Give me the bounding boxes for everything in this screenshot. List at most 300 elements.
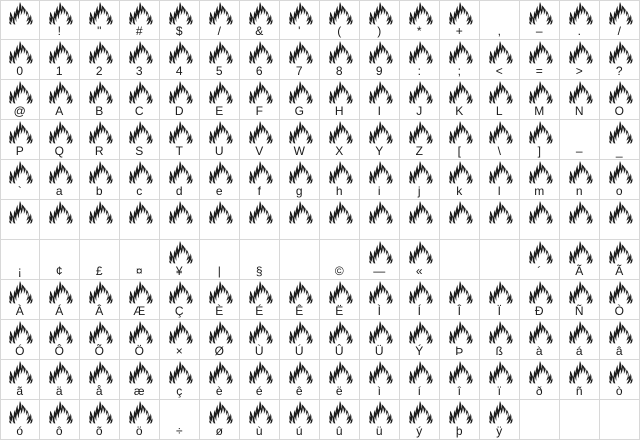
flame-icon [85, 201, 115, 227]
character-glyph: ø [215, 424, 224, 438]
flame-icon [245, 201, 275, 227]
character-cell[interactable] [160, 40, 200, 80]
character-cell[interactable] [560, 320, 600, 360]
character-glyph: Ï [497, 304, 502, 318]
character-glyph: o [615, 184, 624, 198]
character-cell[interactable] [40, 120, 80, 160]
character-cell[interactable] [120, 80, 160, 120]
character-glyph: ã [16, 384, 24, 398]
flame-icon [5, 201, 35, 227]
character-cell[interactable] [280, 360, 320, 400]
character-glyph: 9 [375, 64, 384, 78]
character-cell[interactable] [440, 120, 480, 160]
character-cell[interactable] [520, 40, 560, 80]
character-cell[interactable] [80, 0, 120, 40]
character-cell[interactable] [440, 40, 480, 80]
character-glyph: U [214, 144, 225, 158]
character-glyph: à [535, 344, 544, 358]
character-cell[interactable] [480, 0, 520, 40]
character-cell[interactable] [160, 240, 200, 280]
character-cell[interactable] [600, 40, 640, 80]
character-cell[interactable] [360, 360, 400, 400]
character-glyph: ç [176, 384, 183, 398]
character-cell[interactable] [560, 0, 600, 40]
flame-icon [325, 201, 355, 227]
character-glyph: X [335, 144, 344, 158]
character-cell[interactable] [200, 280, 240, 320]
character-glyph: " [97, 24, 102, 38]
character-cell[interactable] [200, 80, 240, 120]
character-glyph: ï [497, 384, 502, 398]
character-cell[interactable] [240, 280, 280, 320]
character-cell[interactable] [440, 0, 480, 40]
character-cell[interactable] [600, 240, 640, 280]
character-cell[interactable] [200, 240, 240, 280]
flame-icon [205, 201, 235, 227]
character-cell[interactable] [400, 360, 440, 400]
character-cell[interactable] [120, 40, 160, 80]
flame-icon [605, 201, 635, 227]
character-glyph: / [617, 24, 622, 38]
character-cell[interactable] [440, 360, 480, 400]
character-glyph: k [456, 184, 463, 198]
character-glyph: ì [377, 384, 382, 398]
character-glyph: Ù [254, 344, 265, 358]
character-glyph: ! [57, 24, 62, 38]
character-cell[interactable] [360, 320, 400, 360]
character-glyph: Ñ [574, 304, 585, 318]
character-glyph: \ [497, 144, 502, 158]
character-glyph: R [94, 144, 105, 158]
character-glyph: Þ [455, 344, 464, 358]
character-cell[interactable] [80, 80, 120, 120]
character-glyph: ¡ [17, 264, 23, 278]
character-glyph: Æ [133, 304, 146, 318]
character-cell[interactable] [0, 120, 40, 160]
character-cell[interactable] [280, 80, 320, 120]
character-cell[interactable] [240, 400, 280, 440]
character-cell[interactable] [360, 280, 400, 320]
character-glyph: Ð [534, 304, 545, 318]
flame-icon [165, 201, 195, 227]
character-cell[interactable] [80, 160, 120, 200]
character-cell[interactable] [480, 360, 520, 400]
character-cell[interactable] [0, 360, 40, 400]
character-cell[interactable] [440, 80, 480, 120]
character-glyph: – [575, 144, 584, 158]
character-cell[interactable] [40, 0, 80, 40]
character-glyph: $ [175, 24, 184, 38]
character-glyph: / [217, 24, 222, 38]
character-glyph: 4 [175, 64, 184, 78]
character-cell[interactable] [480, 80, 520, 120]
character-cell[interactable] [320, 40, 360, 80]
character-cell[interactable] [560, 200, 600, 240]
character-cell[interactable] [560, 120, 600, 160]
character-cell[interactable] [40, 240, 80, 280]
character-cell[interactable] [320, 280, 360, 320]
character-cell[interactable] [360, 40, 400, 80]
character-cell[interactable] [120, 280, 160, 320]
character-cell[interactable] [280, 280, 320, 320]
character-cell[interactable] [280, 320, 320, 360]
flame-icon [125, 201, 155, 227]
character-glyph: F [255, 104, 264, 118]
character-glyph: l [497, 184, 502, 198]
character-glyph: ÷ [175, 424, 184, 438]
character-cell[interactable] [160, 280, 200, 320]
character-cell[interactable] [320, 80, 360, 120]
character-cell[interactable] [360, 200, 400, 240]
character-cell[interactable] [280, 160, 320, 200]
character-glyph: ´ [537, 264, 542, 278]
character-glyph: Ú [294, 344, 305, 358]
character-cell[interactable] [280, 0, 320, 40]
character-cell[interactable] [440, 160, 480, 200]
character-cell[interactable] [320, 320, 360, 360]
character-cell[interactable] [440, 200, 480, 240]
character-glyph: T [175, 144, 184, 158]
character-cell[interactable] [320, 200, 360, 240]
character-glyph: H [334, 104, 345, 118]
character-cell[interactable] [600, 400, 640, 440]
character-glyph: @ [13, 104, 27, 118]
character-glyph: ù [255, 424, 264, 438]
character-glyph: © [334, 264, 345, 278]
character-glyph: õ [95, 424, 104, 438]
character-cell[interactable] [280, 40, 320, 80]
character-glyph: Ç [174, 304, 185, 318]
character-glyph: 8 [335, 64, 344, 78]
character-glyph: è [215, 384, 224, 398]
character-cell[interactable] [320, 120, 360, 160]
character-glyph: ô [55, 424, 64, 438]
character-cell[interactable] [400, 120, 440, 160]
character-cell[interactable] [600, 280, 640, 320]
character-cell[interactable] [40, 280, 80, 320]
character-cell[interactable] [80, 200, 120, 240]
character-glyph: O [614, 104, 625, 118]
character-cell[interactable] [80, 400, 120, 440]
character-glyph: ð [535, 384, 544, 398]
character-cell[interactable] [120, 160, 160, 200]
character-cell[interactable] [480, 280, 520, 320]
character-cell[interactable] [560, 240, 600, 280]
character-glyph: N [574, 104, 585, 118]
character-cell[interactable] [440, 320, 480, 360]
character-cell[interactable] [520, 320, 560, 360]
character-cell[interactable] [560, 360, 600, 400]
character-glyph: 5 [215, 64, 224, 78]
character-glyph: Ë [335, 304, 344, 318]
character-glyph: å [95, 384, 104, 398]
character-cell[interactable] [240, 80, 280, 120]
character-cell[interactable] [320, 160, 360, 200]
character-cell[interactable] [600, 200, 640, 240]
character-cell[interactable] [600, 360, 640, 400]
character-glyph: _ [615, 144, 624, 158]
character-cell[interactable] [400, 320, 440, 360]
flame-icon [285, 201, 315, 227]
character-glyph: Ü [374, 344, 385, 358]
character-cell[interactable] [360, 0, 400, 40]
character-glyph: G [294, 104, 305, 118]
character-glyph: I [377, 104, 382, 118]
character-cell[interactable] [0, 200, 40, 240]
character-cell[interactable] [520, 80, 560, 120]
character-cell[interactable] [480, 40, 520, 80]
character-glyph: ü [375, 424, 384, 438]
character-glyph: ë [335, 384, 344, 398]
character-glyph: û [335, 424, 344, 438]
character-cell[interactable] [40, 320, 80, 360]
character-cell[interactable] [600, 0, 640, 40]
character-cell[interactable] [520, 280, 560, 320]
character-glyph: Â [95, 304, 104, 318]
character-cell[interactable] [240, 320, 280, 360]
character-cell[interactable] [440, 400, 480, 440]
character-cell[interactable] [120, 0, 160, 40]
character-glyph: í [417, 384, 422, 398]
character-cell[interactable] [400, 200, 440, 240]
character-glyph: E [215, 104, 224, 118]
character-cell[interactable] [560, 80, 600, 120]
character-cell[interactable] [520, 240, 560, 280]
character-cell[interactable] [240, 40, 280, 80]
character-cell[interactable] [360, 240, 400, 280]
character-cell[interactable] [360, 120, 400, 160]
character-cell[interactable] [120, 120, 160, 160]
character-cell[interactable] [280, 120, 320, 160]
character-cell[interactable] [240, 120, 280, 160]
character-cell[interactable] [560, 280, 600, 320]
character-cell[interactable] [600, 320, 640, 360]
character-cell[interactable] [240, 160, 280, 200]
character-cell[interactable] [0, 160, 40, 200]
character-cell[interactable] [600, 120, 640, 160]
character-cell[interactable] [160, 120, 200, 160]
flame-icon [565, 201, 595, 227]
character-cell[interactable] [0, 320, 40, 360]
character-glyph: S [135, 144, 144, 158]
character-glyph: 2 [95, 64, 104, 78]
character-cell[interactable] [360, 80, 400, 120]
character-glyph: ¥ [175, 264, 184, 278]
character-glyph: h [335, 184, 344, 198]
character-glyph: ? [615, 64, 624, 78]
character-glyph: — [373, 264, 386, 278]
character-cell[interactable] [200, 40, 240, 80]
character-cell[interactable] [280, 240, 320, 280]
character-cell[interactable] [560, 160, 600, 200]
character-glyph: ß [495, 344, 504, 358]
character-cell[interactable] [440, 240, 480, 280]
character-cell[interactable] [80, 320, 120, 360]
character-cell[interactable] [440, 280, 480, 320]
character-cell[interactable] [560, 40, 600, 80]
character-cell[interactable] [600, 80, 640, 120]
character-cell[interactable] [200, 360, 240, 400]
character-glyph: Ö [134, 344, 145, 358]
character-glyph: Ó [15, 344, 25, 358]
character-cell[interactable] [0, 80, 40, 120]
character-cell[interactable] [600, 160, 640, 200]
character-cell[interactable] [80, 280, 120, 320]
character-cell[interactable] [120, 200, 160, 240]
character-cell[interactable] [520, 400, 560, 440]
character-glyph: 3 [135, 64, 144, 78]
character-cell[interactable] [320, 400, 360, 440]
character-cell[interactable] [160, 320, 200, 360]
character-cell[interactable] [40, 160, 80, 200]
character-cell[interactable] [40, 40, 80, 80]
character-cell[interactable] [520, 120, 560, 160]
character-glyph: ó [16, 424, 24, 438]
character-cell[interactable] [40, 360, 80, 400]
character-cell[interactable] [400, 0, 440, 40]
character-glyph: ] [537, 144, 542, 158]
character-cell[interactable] [400, 400, 440, 440]
character-glyph: ) [377, 24, 382, 38]
character-cell[interactable] [400, 280, 440, 320]
character-glyph: Ã [615, 264, 624, 278]
character-cell[interactable] [520, 160, 560, 200]
character-cell[interactable] [160, 400, 200, 440]
character-glyph: æ [133, 384, 146, 398]
character-cell[interactable] [240, 0, 280, 40]
character-glyph: ä [55, 384, 64, 398]
character-glyph: § [255, 264, 264, 278]
character-glyph: C [134, 104, 145, 118]
character-glyph: A [55, 104, 64, 118]
character-glyph: j [417, 184, 422, 198]
character-cell[interactable] [240, 240, 280, 280]
character-cell[interactable] [480, 160, 520, 200]
character-glyph: M [534, 104, 545, 118]
character-cell[interactable] [520, 0, 560, 40]
character-cell[interactable] [160, 160, 200, 200]
character-glyph: Û [334, 344, 345, 358]
character-glyph: L [495, 104, 504, 118]
character-cell[interactable] [160, 360, 200, 400]
character-cell[interactable] [80, 120, 120, 160]
character-cell[interactable] [280, 400, 320, 440]
character-cell[interactable] [320, 360, 360, 400]
character-cell[interactable] [480, 320, 520, 360]
character-cell[interactable] [480, 200, 520, 240]
character-glyph: Î [457, 304, 462, 318]
character-cell[interactable] [400, 80, 440, 120]
character-glyph: Ì [377, 304, 382, 318]
character-glyph: Á [55, 304, 64, 318]
character-glyph: i [377, 184, 382, 198]
character-glyph: É [255, 304, 264, 318]
character-cell[interactable] [120, 400, 160, 440]
character-cell[interactable] [520, 200, 560, 240]
character-cell[interactable] [240, 200, 280, 240]
character-cell[interactable] [0, 240, 40, 280]
character-glyph: = [535, 64, 544, 78]
character-cell[interactable] [240, 360, 280, 400]
character-cell[interactable] [400, 240, 440, 280]
character-cell[interactable] [200, 200, 240, 240]
flame-icon [45, 201, 75, 227]
character-cell[interactable] [40, 200, 80, 240]
character-cell[interactable] [200, 400, 240, 440]
character-cell[interactable] [480, 400, 520, 440]
character-glyph: Q [54, 144, 65, 158]
character-cell[interactable] [0, 280, 40, 320]
character-glyph: c [136, 184, 143, 198]
character-cell[interactable] [120, 240, 160, 280]
character-cell[interactable] [560, 400, 600, 440]
character-cell[interactable] [280, 200, 320, 240]
character-cell[interactable] [200, 320, 240, 360]
character-glyph: d [175, 184, 184, 198]
character-cell[interactable] [120, 360, 160, 400]
character-cell[interactable] [520, 360, 560, 400]
character-glyph: Ø [214, 344, 225, 358]
character-glyph: f [257, 184, 262, 198]
character-glyph: , [497, 24, 502, 38]
character-glyph: £ [95, 264, 104, 278]
character-glyph: ö [135, 424, 144, 438]
character-cell[interactable] [320, 240, 360, 280]
character-glyph: 7 [295, 64, 304, 78]
character-cell[interactable] [80, 360, 120, 400]
character-cell[interactable] [360, 160, 400, 200]
character-cell[interactable] [0, 40, 40, 80]
character-cell[interactable] [160, 200, 200, 240]
character-glyph: 1 [55, 64, 64, 78]
character-glyph: n [575, 184, 584, 198]
character-glyph: × [175, 344, 184, 358]
flame-icon [5, 2, 35, 28]
character-cell[interactable] [480, 120, 520, 160]
character-glyph: J [416, 104, 423, 118]
character-cell[interactable] [200, 160, 240, 200]
character-glyph: ý [416, 424, 423, 438]
character-glyph: . [577, 24, 582, 38]
character-glyph: W [293, 144, 306, 158]
character-glyph: ¢ [55, 264, 64, 278]
character-cell[interactable] [160, 0, 200, 40]
character-cell[interactable] [160, 80, 200, 120]
character-glyph: 6 [255, 64, 264, 78]
character-cell[interactable] [320, 0, 360, 40]
character-cell[interactable] [80, 40, 120, 80]
character-glyph: [ [457, 144, 462, 158]
character-glyph: î [457, 384, 462, 398]
character-glyph: Õ [94, 344, 105, 358]
character-cell[interactable] [400, 40, 440, 80]
character-cell[interactable] [360, 400, 400, 440]
character-cell[interactable] [0, 400, 40, 440]
character-cell[interactable] [0, 0, 40, 40]
character-cell[interactable] [120, 320, 160, 360]
character-cell[interactable] [80, 240, 120, 280]
character-cell[interactable] [200, 0, 240, 40]
flame-icon [405, 201, 435, 227]
character-cell[interactable] [40, 80, 80, 120]
character-cell[interactable] [40, 400, 80, 440]
character-glyph: V [255, 144, 264, 158]
character-glyph: ¤ [135, 264, 144, 278]
character-glyph: « [415, 264, 424, 278]
character-cell[interactable] [480, 240, 520, 280]
character-cell[interactable] [200, 120, 240, 160]
character-cell[interactable] [400, 160, 440, 200]
